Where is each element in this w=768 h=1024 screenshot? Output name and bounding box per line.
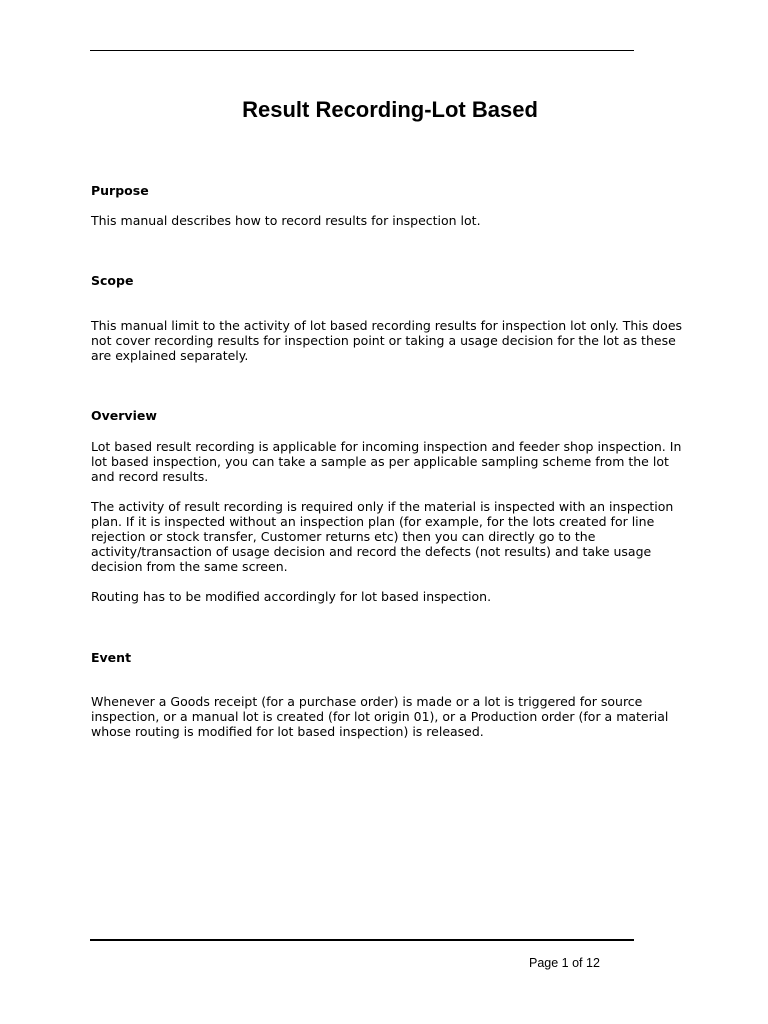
scope-paragraph: This manual limit to the activity of lot based recording results for inspection lot only. This does not cover recording results for inspection point or taking a usage decision for the lot as these are explained separately. <box>91 318 683 363</box>
overview-paragraph-1: Lot based result recording is applicable for incoming inspection and feeder shop inspection. In lot based inspection, you can take a sample as per applicable sampling scheme from the lot and record results. <box>91 439 682 484</box>
footer-rule <box>90 939 634 941</box>
section-heading-overview: Overview <box>91 408 157 423</box>
overview-paragraph-2: The activity of result recording is required only if the material is inspected with an inspection plan. If it is inspected without an inspection plan (for example, for the lots created for line rejection or stock transfer, Customer returns etc) then you can directly go to the activity/transaction of usage decision and record the defects (not results) and take usage decision from the same screen. <box>91 499 674 574</box>
overview-paragraph-3: Routing has to be modified accordingly for lot based inspection. <box>91 589 492 604</box>
purpose-paragraph: This manual describes how to record results for inspection lot. <box>91 213 481 228</box>
section-heading-scope: Scope <box>91 273 134 288</box>
event-paragraph: Whenever a Goods receipt (for a purchase order) is made or a lot is triggered for source inspection, or a manual lot is created (for lot origin 01), or a Production order (for a material whose routing is modified for lot based inspection) is released. <box>91 694 669 739</box>
section-heading-purpose: Purpose <box>91 183 149 198</box>
document-title: Result Recording-Lot Based <box>242 97 538 122</box>
header-rule <box>90 50 634 51</box>
section-heading-event: Event <box>91 650 132 665</box>
page-number: Page 1 of 12 <box>529 956 600 970</box>
